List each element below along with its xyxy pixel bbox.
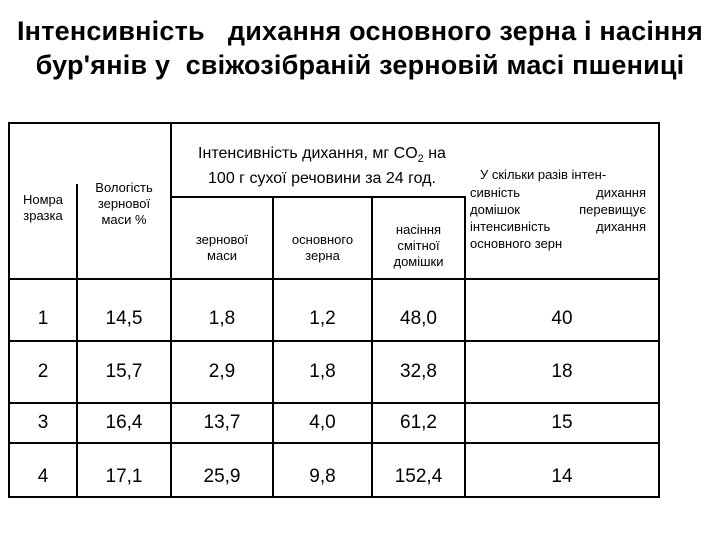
cell-sample-number: 4 [37,466,49,487]
page-title [0,14,720,82]
row-divider-2 [10,402,658,404]
cell-moisture: 15,7 [105,361,143,382]
cell-grain-mass: 25,9 [203,466,241,487]
cell-main-grain: 1,2 [309,308,336,329]
cell-main-grain: 9,8 [309,466,336,487]
cell-sample-number: 1 [37,308,49,329]
cell-weed-seeds: 152,4 [394,466,443,487]
cell-weed-seeds: 32,8 [400,361,437,382]
title-line-2: бур'янів у свіжозібраній зерновій масі пшениці [35,50,685,80]
cell-ratio: 14 [551,466,573,487]
cell-ratio: 15 [551,412,573,433]
header-grain-mass: зернової маси [195,232,249,263]
cell-sample-number: 2 [37,361,49,382]
cell-weed-seeds: 48,0 [400,308,437,329]
row-divider-1 [10,340,658,342]
cell-moisture: 17,1 [105,466,143,487]
cell-grain-mass: 1,8 [208,308,236,329]
row-divider-3 [10,442,658,444]
header-sample-number: Номра зразка [22,192,63,223]
title-line-1: Інтенсивність дихання основного зерна і насіння [16,16,703,46]
header-moisture: Вологість зернової маси % [95,180,153,227]
cell-grain-mass: 2,9 [208,361,236,382]
header-respiration-intensity: Інтенсивність дихання, мг $CO_2$ на 100 г сухої речовини за 24 год. [198,145,446,188]
cell-main-grain: 4,0 [309,412,336,433]
cell-ratio: 40 [551,308,573,329]
cell-moisture: 16,4 [105,412,143,433]
row-divider-subheader [170,196,466,198]
respiration-table [8,122,660,498]
header-main-grain: основного зерна [291,232,354,263]
header-ratio: сивність дихання домішок перевищує інтенсивність дихання основного зерн [470,185,646,251]
cell-weed-seeds: 61,2 [400,412,437,433]
col-divider-5 [464,196,466,496]
row-divider-header [10,278,658,280]
cell-grain-mass: 13,7 [203,412,241,433]
cell-main-grain: 1,8 [309,361,336,382]
cell-ratio: 18 [551,361,573,382]
cell-moisture: 14,5 [105,308,143,329]
cell-sample-number: 3 [37,412,49,433]
header-ratio-first-line: У скільки разів інтен- [480,167,607,182]
header-weed-seeds: насіння смітної домішки [393,222,444,269]
